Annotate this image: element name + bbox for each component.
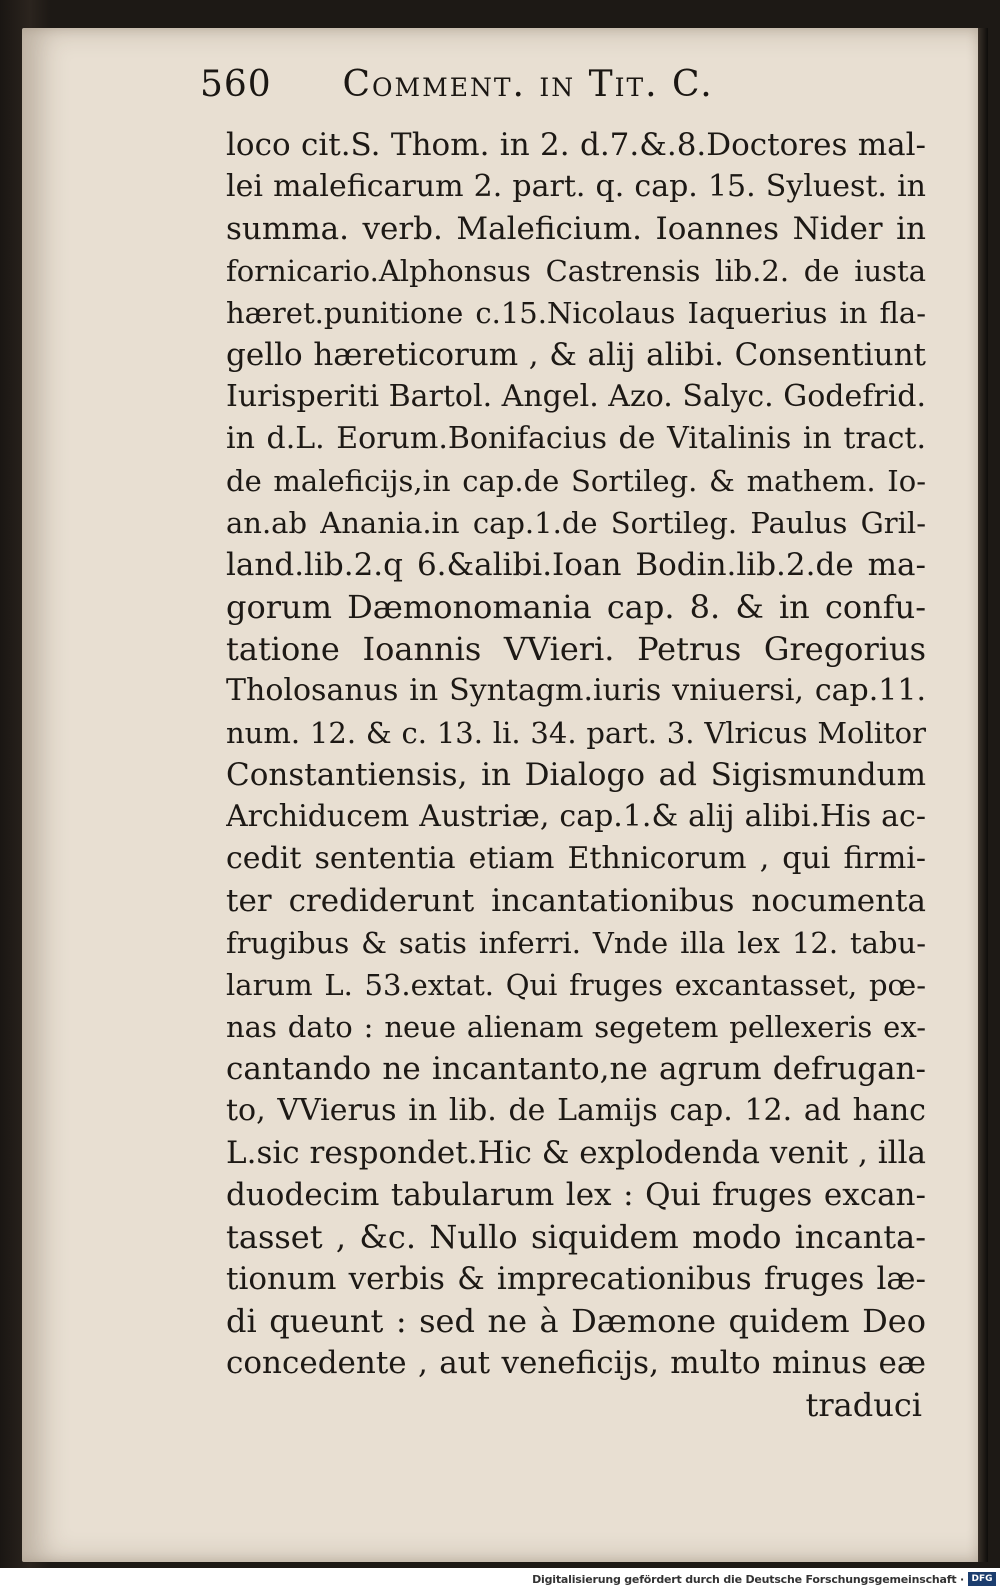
text-line: hæret.punitione c.15.Nicolaus Iaquerius in fla- — [226, 296, 926, 330]
text-line: nas dato : neue alienam segetem pellexeris ex- — [226, 1010, 926, 1044]
running-head — [200, 64, 800, 114]
text-line: cantando ne incantanto,ne agrum defrugan- — [226, 1051, 926, 1087]
text-line: num. 12. & c. 13. li. 34. part. 3. Vlricus Molitor — [226, 716, 926, 750]
text-line: Archiducem Austriæ, cap.1.& alij alibi.His ac- — [226, 799, 926, 834]
text-line: Tholosanus in Syntagm.iuris vniuersi, cap.11. — [226, 673, 926, 708]
text-line: tasset , &c. Nullo siquidem modo incanta- — [226, 1218, 926, 1256]
text-line: loco cit.S. Thom. in 2. d.7.&.8.Doctores mal- — [226, 127, 926, 163]
text-line: lei maleficarum 2. part. q. cap. 15. Syluest. in — [226, 169, 926, 204]
text-line: land.lib.2.q 6.&alibi.Ioan Bodin.lib.2.de ma- — [226, 547, 926, 583]
text-line: in d.L. Eorum.Bonifacius de Vitalinis in tract. — [226, 421, 926, 456]
text-line: fornicario.Alphonsus Castrensis lib.2. de iusta — [226, 254, 926, 288]
text-line: Iurisperiti Bartol. Angel. Azo. Salyc. Godefrid. — [226, 379, 926, 414]
text-line: de maleficijs,in cap.de Sortileg. & mathem. Io- — [226, 464, 926, 498]
text-line: an.ab Anania.in cap.1.de Sortileg. Paulus Gril- — [226, 506, 926, 540]
text-line: ter crediderunt incantationibus nocumenta — [226, 883, 926, 919]
text-line: to, VVierus in lib. de Lamijs cap. 12. ad hanc — [226, 1093, 926, 1128]
text-line: summa. verb. Maleficium. Ioannes Nider in — [226, 211, 926, 247]
text-line: gorum Dæmonomania cap. 8. & in confu- — [226, 588, 926, 626]
text-line: duodecim tabularum lex : Qui fruges excan- — [226, 1177, 926, 1213]
funding-credit: Digitalisierung gefördert durch die Deutsche Forschungsgemeinschaft · — [532, 1573, 964, 1586]
dfg-logo: DFG — [968, 1572, 996, 1586]
digitization-footer — [0, 1568, 1000, 1592]
text-line: gello hæreticorum , & alij alibi. Consentiunt — [226, 337, 926, 373]
running-title: Comment. in Tit. C. — [342, 64, 714, 105]
text-line: Constantiensis, in Dialogo ad Sigismundum — [226, 757, 926, 793]
text-line: tionum verbis & imprecationibus fruges læ- — [226, 1261, 926, 1297]
text-line: concedente , aut veneficijs, multo minus eæ — [226, 1345, 926, 1381]
text-line: cedit sententia etiam Ethnicorum , qui firmi- — [226, 841, 926, 876]
text-line: traduci — [805, 1386, 922, 1424]
text-line: di queunt : sed ne à Dæmone quidem Deo — [226, 1302, 926, 1340]
body-text — [226, 124, 926, 1426]
page-number: 560 — [200, 64, 272, 105]
text-line: L.sic respondet.Hic & explodenda venit , illa — [226, 1135, 926, 1171]
text-line: tatione Ioannis VVieri. Petrus Gregorius — [226, 630, 926, 668]
text-line: frugibus & satis inferri. Vnde illa lex 12. tabu- — [226, 926, 926, 960]
text-line: larum L. 53.extat. Qui fruges excantasset, pœ- — [226, 968, 926, 1002]
